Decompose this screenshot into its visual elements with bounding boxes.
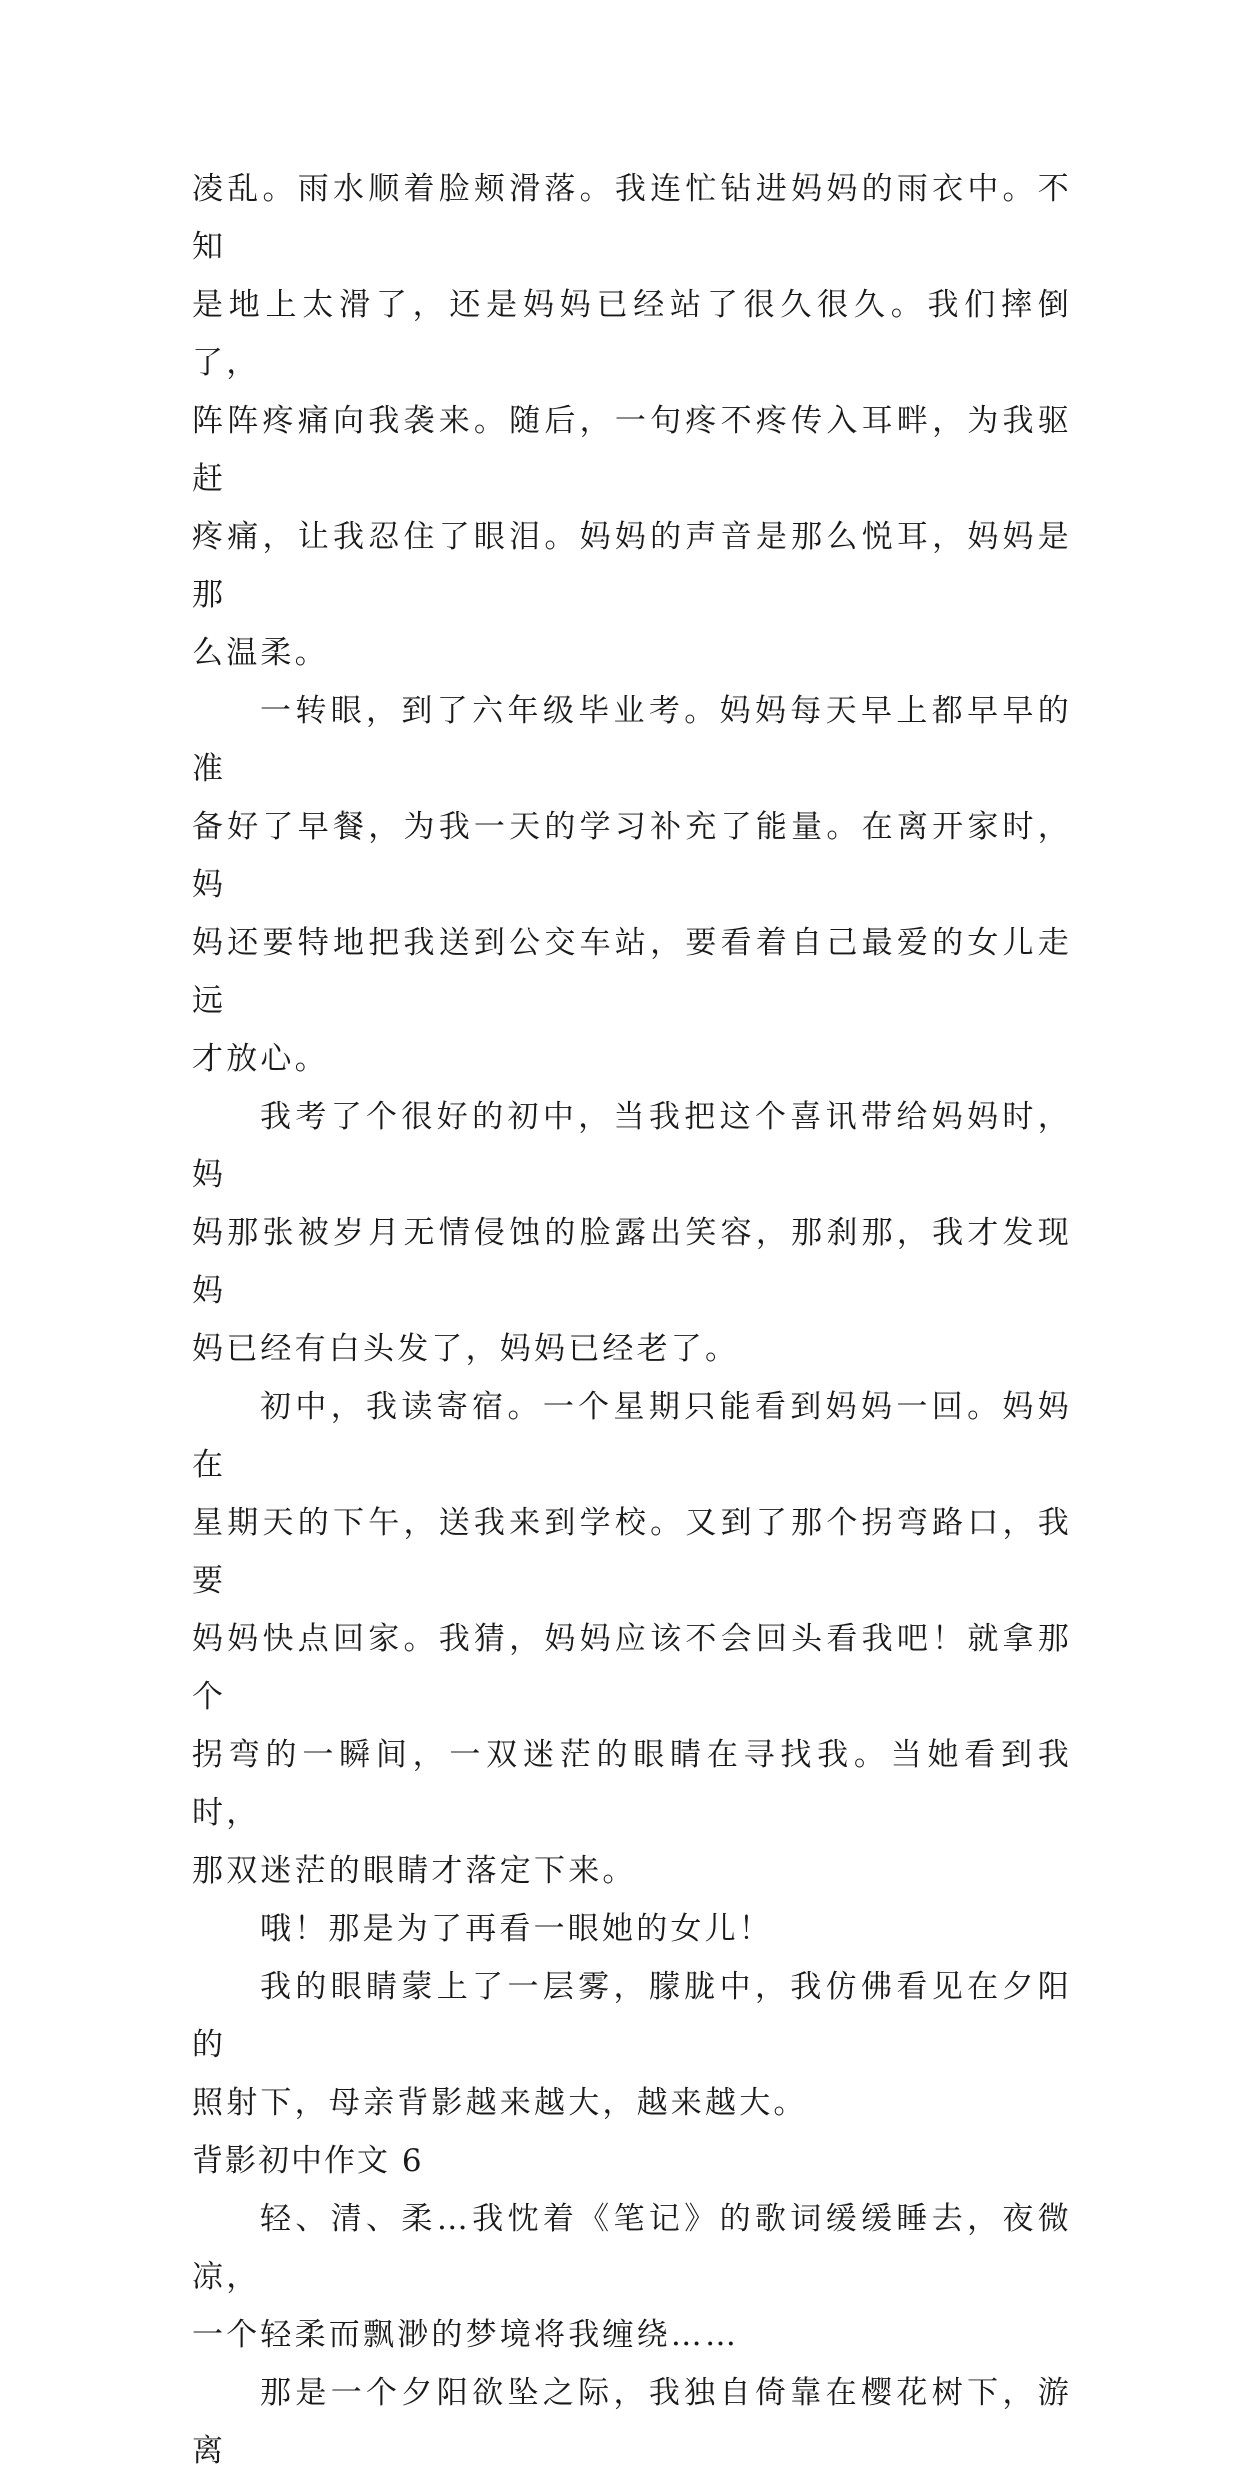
paragraph: 哦！那是为了再看一眼她的女儿！ [260, 1911, 773, 1947]
paragraph: 我考了个很好的初中，当我把这个喜讯带给妈妈时，妈 妈那张被岁月无情侵蚀的脸露出笑容，那刹那，我才发现妈 妈已经有白头发了，妈妈已经老了。 [192, 1099, 1072, 1367]
section-heading: 背影初中作文 6 [192, 2143, 424, 2179]
paragraph: 一转眼，到了六年级毕业考。妈妈每天早上都早早的准 备好了早餐，为我一天的学习补充了能量。在离开家时，妈 妈还要特地把我送到公交车站，要看着自己最爱的女儿走远 才放心。 [192, 693, 1072, 1077]
paragraph: 那是一个夕阳欲坠之际，我独自倚靠在樱花树下，游离 [192, 2375, 1072, 2469]
paragraph: 初中，我读寄宿。一个星期只能看到妈妈一回。妈妈在 星期天的下午，送我来到学校。又到了那个拐弯路口，我要 妈妈快点回家。我猜，妈妈应该不会回头看我吧！就拿那个 拐弯的一瞬间，一双迷茫的眼睛在寻找我。当她看到我时， 那双迷茫的眼睛才落定下来。 [192, 1389, 1072, 1889]
paragraph: 我的眼睛蒙上了一层雾，朦胧中，我仿佛看见在夕阳的 照射下，母亲背影越来越大，越来越大。 [192, 1969, 1072, 2121]
paragraph: 轻、清、柔…我忱着《笔记》的歌词缓缓睡去，夜微凉， 一个轻柔而飘渺的梦境将我缠绕…… [192, 2201, 1072, 2353]
paragraph-continued: 凌乱。雨水顺着脸颊滑落。我连忙钻进妈妈的雨衣中。不知 是地上太滑了，还是妈妈已经站了很久很久。我们摔倒了， 阵阵疼痛向我袭来。随后，一句疼不疼传入耳畔，为我驱赶 疼痛，让我忍住了眼泪。妈妈的声音是那么悦耳，妈妈是那 么温柔。 [192, 171, 1072, 671]
document-body [192, 160, 1072, 2480]
